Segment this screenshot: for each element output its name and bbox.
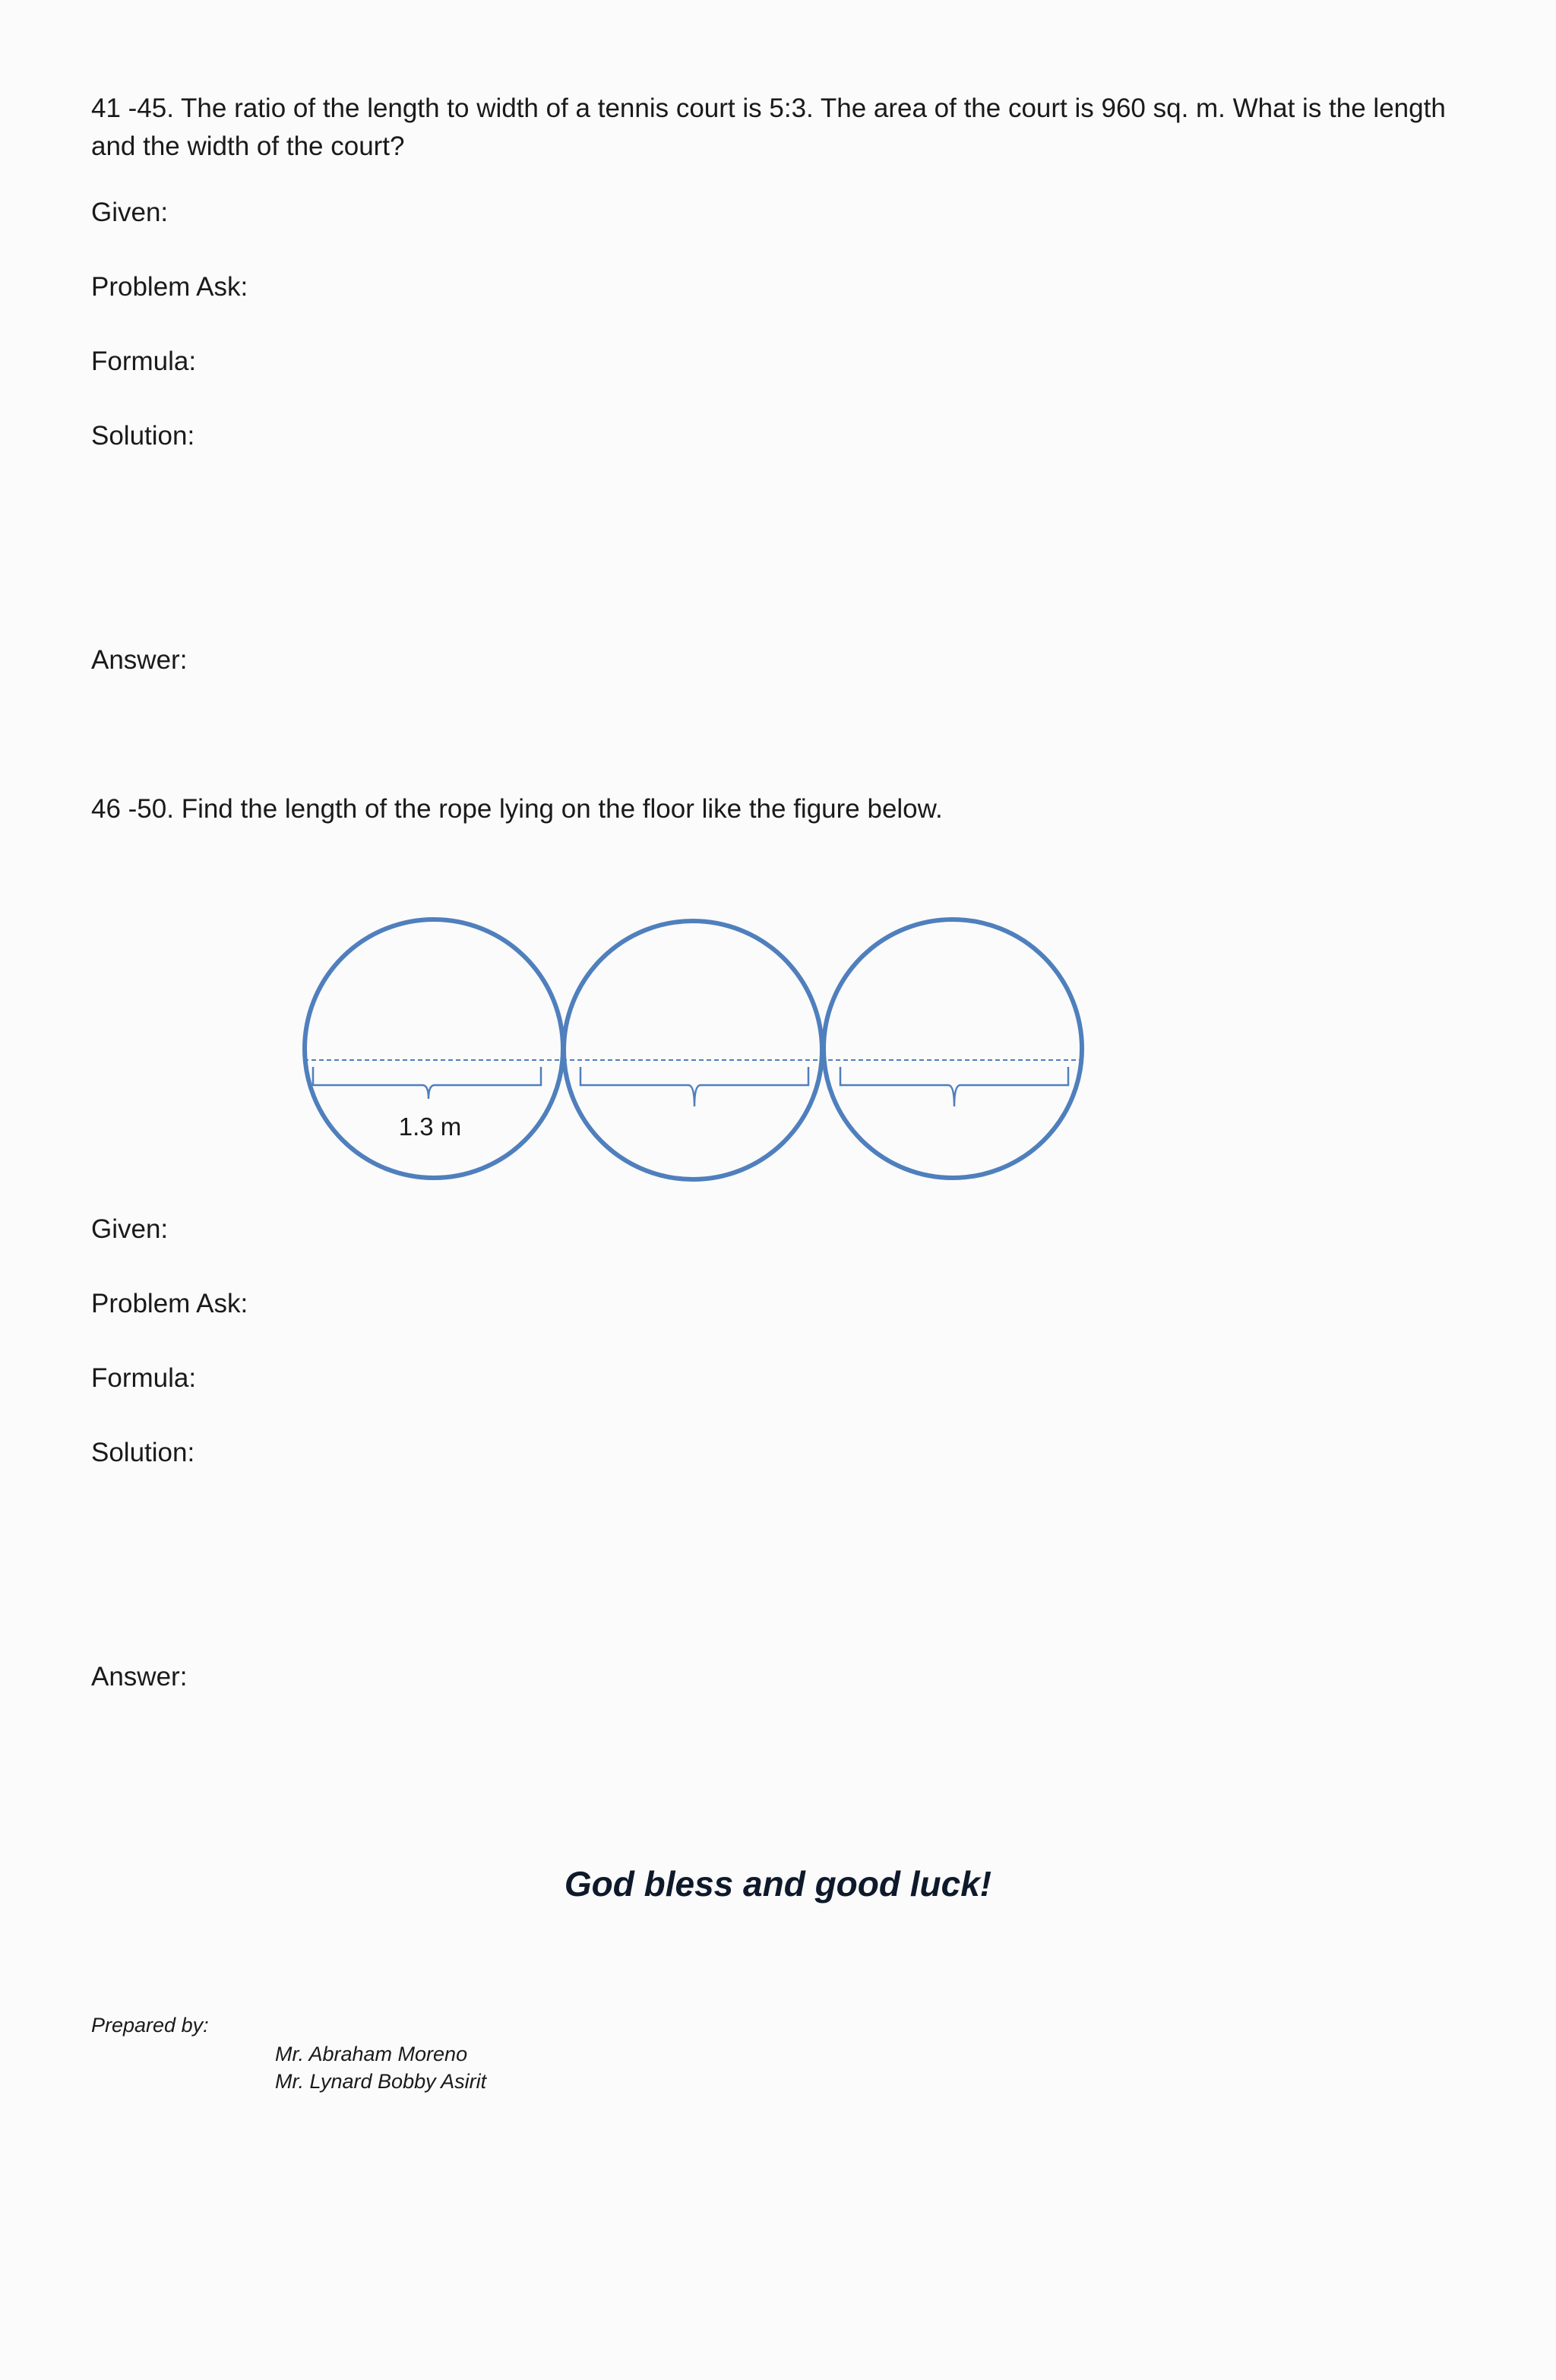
diameter-label: 1.3 m	[398, 1112, 462, 1141]
q1-solution-label: Solution:	[91, 421, 195, 451]
q1-given-label: Given:	[91, 198, 169, 227]
author-name: Mr. Lynard Bobby Asirit	[275, 2070, 487, 2093]
q1-problem-ask-label: Problem Ask:	[91, 272, 248, 302]
circle-3	[824, 919, 1082, 1178]
q2-formula-label: Formula:	[91, 1363, 197, 1393]
question-41-45: 41 -45. The ratio of the length to width of a tennis court is 5:3. The area of the court is 960 sq. m. What is the length and the width of the court?	[91, 93, 1446, 161]
question-46-50: 46 -50. Find the length of the rope lying on the floor like the figure below.	[91, 794, 943, 824]
closing-message: God bless and good luck!	[564, 1864, 992, 1904]
q1-formula-label: Formula:	[91, 347, 197, 376]
circle-2	[564, 921, 822, 1179]
q2-given-label: Given:	[91, 1214, 169, 1244]
brace-2	[580, 1067, 808, 1106]
author-name: Mr. Abraham Moreno	[275, 2043, 468, 2065]
q2-answer-label: Answer:	[91, 1662, 188, 1692]
brace-3	[840, 1067, 1068, 1106]
q2-problem-ask-label: Problem Ask:	[91, 1289, 248, 1318]
brace-1	[313, 1067, 541, 1099]
q1-answer-label: Answer:	[91, 645, 188, 675]
prepared-by-label: Prepared by:	[91, 2014, 209, 2037]
q2-solution-label: Solution:	[91, 1438, 195, 1467]
